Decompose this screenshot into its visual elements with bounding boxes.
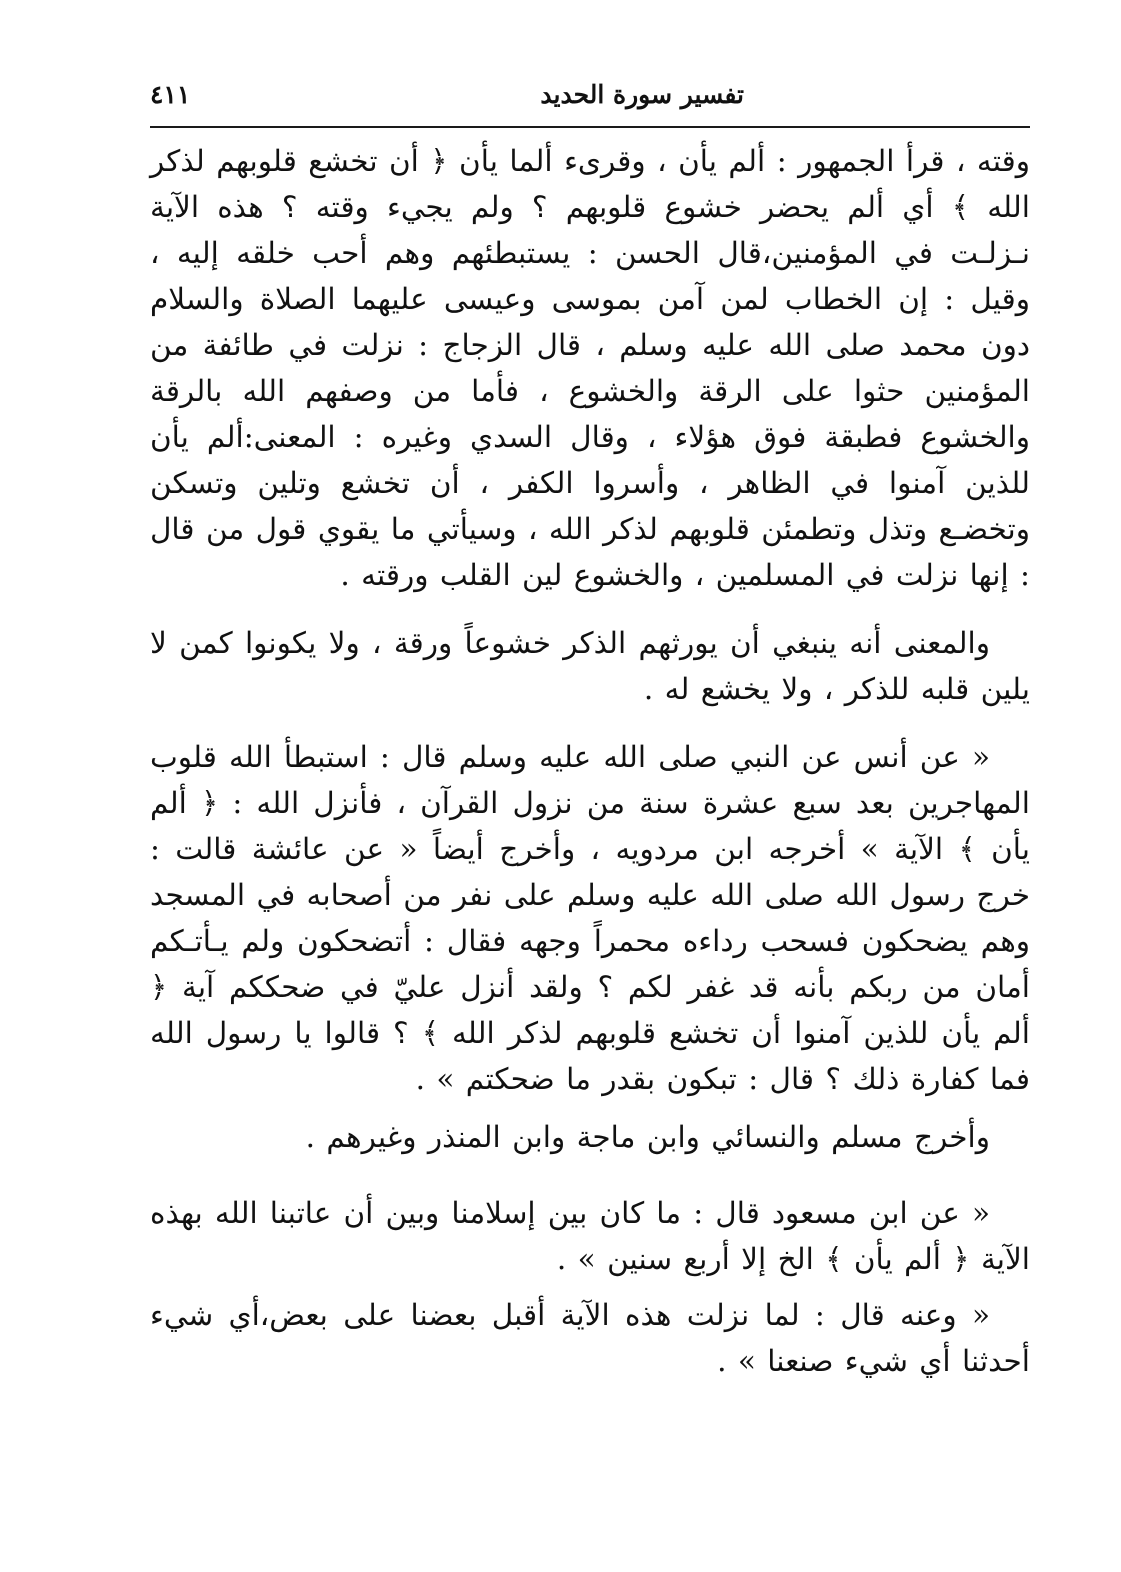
paragraph-6: « وعنه قال : لما نزلت هذه الآية أقبل بعضنا على بعض،أي شيء أحدثنا أي شيء صنعنا » . (150, 1298, 1030, 1378)
paragraph-3: « عن أنس عن النبي صلى الله عليه وسلم قال : استبطأ الله قلوب المهاجرين بعد سبع عشرة سنة من نزول القرآن ، فأنزل الله : ﴿ ألم يأن ﴾ الآية » أخرجه ابن مردويه ، وأخرج أيضاً « عن عائشة قالت : خرج رسول الله صلى الله عليه وسلم على نفر من أصحابه في المسجد وهم يضحكون فسحب رداءه محمراً وجهه فقال : أتضحكون ولم يـأتـكم أمان من ربكم بأنه قد غفر لكم ؟ ولقد أنزل عليّ في ضحككم آية ﴿ ألم يأن للذين آمنوا أن تخشع قلوبهم لذكر الله ﴾ ؟ قالوا يا رسول الله فما كفارة ذلك ؟ قال : تبكون بقدر ما ضحكتم » . (150, 740, 1030, 1096)
page-number: ٤١١ (150, 80, 191, 109)
header-title: تفسير سورة الحديد (540, 80, 744, 109)
paragraph-5: « عن ابن مسعود قال : ما كان بين إسلامنا وبين أن عاتبنا الله بهذه الآية ﴿ ألم يأن ﴾ الخ إلا أربع سنين » . (150, 1196, 1030, 1276)
running-header (150, 72, 1030, 128)
page-body (150, 138, 1030, 1384)
book-page (150, 72, 1030, 1542)
paragraph-1: وقته ، قرأ الجمهور : ألم يأن ، وقرىء ألما يأن ﴿ أن تخشع قلوبهم لذكر الله ﴾ أي ألم يحضر خشوع قلوبهم ؟ ولم يجيء وقته ؟ هذه الآية نـزلـت في المؤمنين،قال الحسن : يستبطئهم وهم أحب خلقه إليه ، وقيل : إن الخطاب لمن آمن بموسى وعيسى عليهما الصلاة والسلام دون محمد صلى الله عليه وسلم ، قال الزجاج : نزلت في طائفة من المؤمنين حثوا على الرقة والخشوع ، فأما من وصفهم الله بالرقة والخشوع فطبقة فوق هؤلاء ، وقال السدي وغيره : المعنى:ألم يأن للذين آمنوا في الظاهر ، وأسروا الكفر ، أن تخشع وتلين وتسكن وتخضـع وتذل وتطمئن قلوبهم لذكر الله ، وسيأتي ما يقوي قول من قال : إنها نزلت في المسلمين ، والخشوع لين القلب ورقته . (150, 144, 1030, 592)
paragraph-4: وأخرج مسلم والنسائي وابن ماجة وابن المنذر وغيرهم . (305, 1120, 990, 1154)
paragraph-2: والمعنى أنه ينبغي أن يورثهم الذكر خشوعاً ورقة ، ولا يكونوا كمن لا يلين قلبه للذكر ، ولا يخشع له . (150, 626, 1030, 706)
